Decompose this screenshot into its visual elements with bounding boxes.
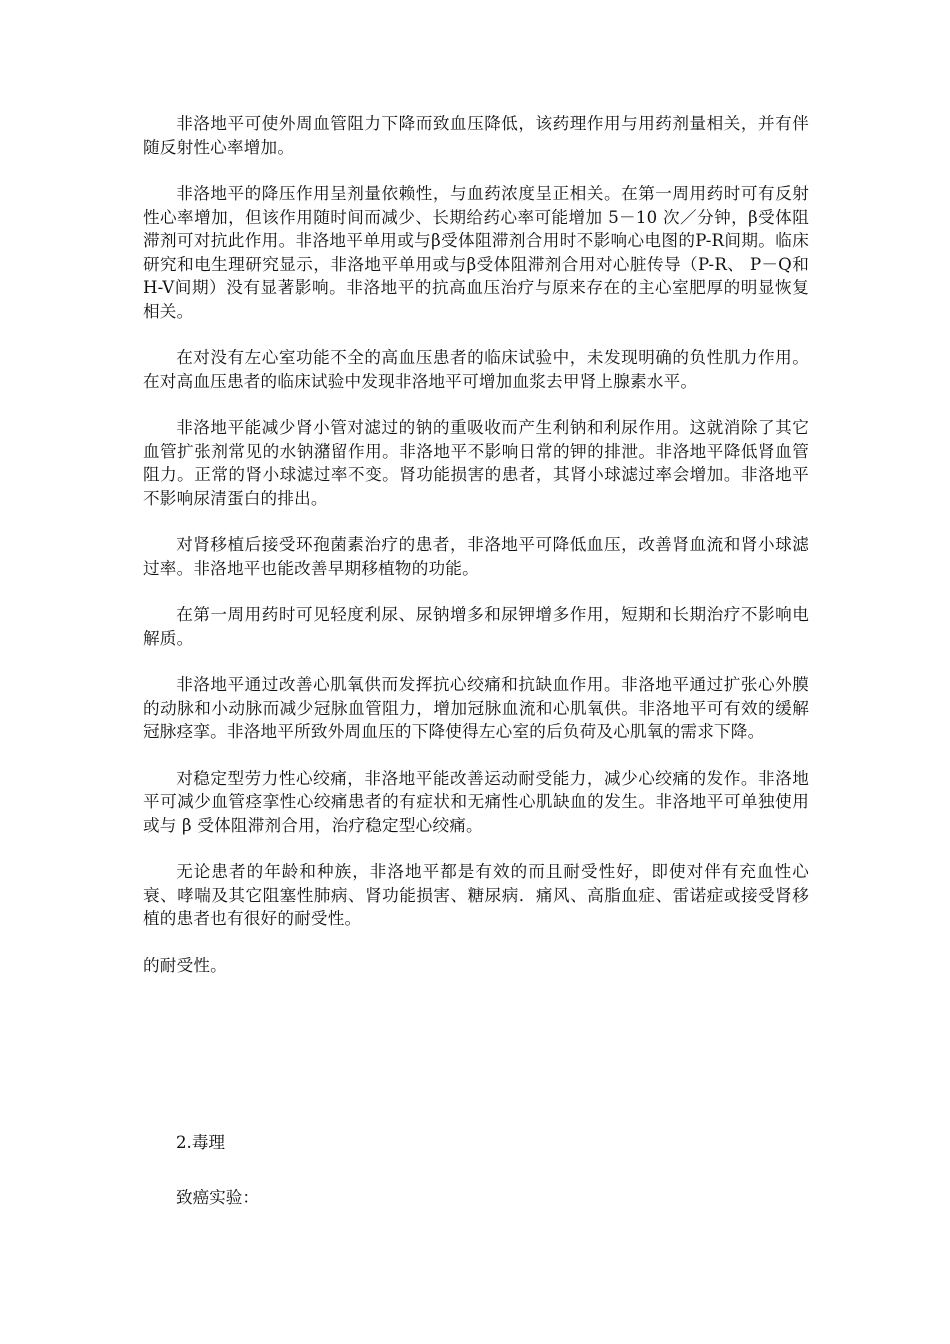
paragraph: 非洛地平通过改善心肌氧供而发挥抗心绞痛和抗缺血作用。非洛地平通过扩张心外膜的动脉和小动脉而减少冠脉血管阻力，增加冠脉血流和心肌氧供。非洛地平可有效的缓解冠脉痉挛。非洛地平所致外周血压的下降使得左心室的后负荷及心肌氧的需求下降。 [143,675,809,741]
paragraph: 对肾移植后接受环孢菌素治疗的患者，非洛地平可降低血压，改善肾血流和肾小球滤过率。非洛地平也能改善早期移植物的功能。 [143,535,809,578]
paragraph-fragment: 的耐受性。 [143,955,227,975]
paragraph: 在对没有左心室功能不全的高血压患者的临床试验中，未发现明确的负性肌力作用。在对高血压患者的临床试验中发现非洛地平可增加血浆去甲肾上腺素水平。 [143,348,809,391]
paragraph: 无论患者的年龄和种族，非洛地平都是有效的而且耐受性好，即使对伴有充血性心衰、哮喘及其它阻塞性肺病、肾功能损害、糖尿病．痛风、高脂血症、雷诺症或接受肾移植的患者也有很好的耐受性。 [143,862,809,928]
paragraph: 非洛地平的降压作用呈剂量依赖性，与血药浓度呈正相关。在第一周用药时可有反射性心率增加，但该作用随时间而减少、长期给药心率可能增加 5－10 次／分钟，β受体阻滞剂可对抗此作用。非洛地平单用或与β受体阻滞剂合用时不影响心电图的P-R间期。临床研究和电生理研究显示，非洛地平单用或与β受体阻滞剂合用对心脏传导（P-R、 P－Q和H-V间期）没有显著影响。非洛地平的抗高血压治疗与原来存在的主心室肥厚的明显恢复相关。 [143,184,809,321]
section-heading: 2.毒理 [176,1133,226,1152]
paragraph: 非洛地平能减少肾小管对滤过的钠的重吸收而产生利钠和利尿作用。这就消除了其它血管扩张剂常见的水钠潴留作用。非洛地平不影响日常的钾的排泄。非洛地平降低肾血管阻力。正常的肾小球滤过率不变。肾功能损害的患者，其肾小球滤过率会增加。非洛地平不影响尿清蛋白的排出。 [143,418,809,508]
paragraph: 对稳定型劳力性心绞痛，非洛地平能改善运动耐受能力，减少心绞痛的发作。非洛地平可减少血管痉挛性心绞痛患者的有症状和无痛性心肌缺血的发生。非洛地平可单独使用或与 β 受体阻滞剂合用，治疗稳定型心绞痛。 [143,768,809,835]
paragraph: 在第一周用药时可见轻度利尿、尿钠增多和尿钾增多作用，短期和长期治疗不影响电解质。 [143,605,809,648]
subsection-heading: 致癌实验： [176,1188,259,1207]
paragraph: 非洛地平可使外周血管阻力下降而致血压降低，该药理作用与用药剂量相关，并有伴随反射性心率增加。 [143,114,809,157]
body-text [143,112,809,1000]
